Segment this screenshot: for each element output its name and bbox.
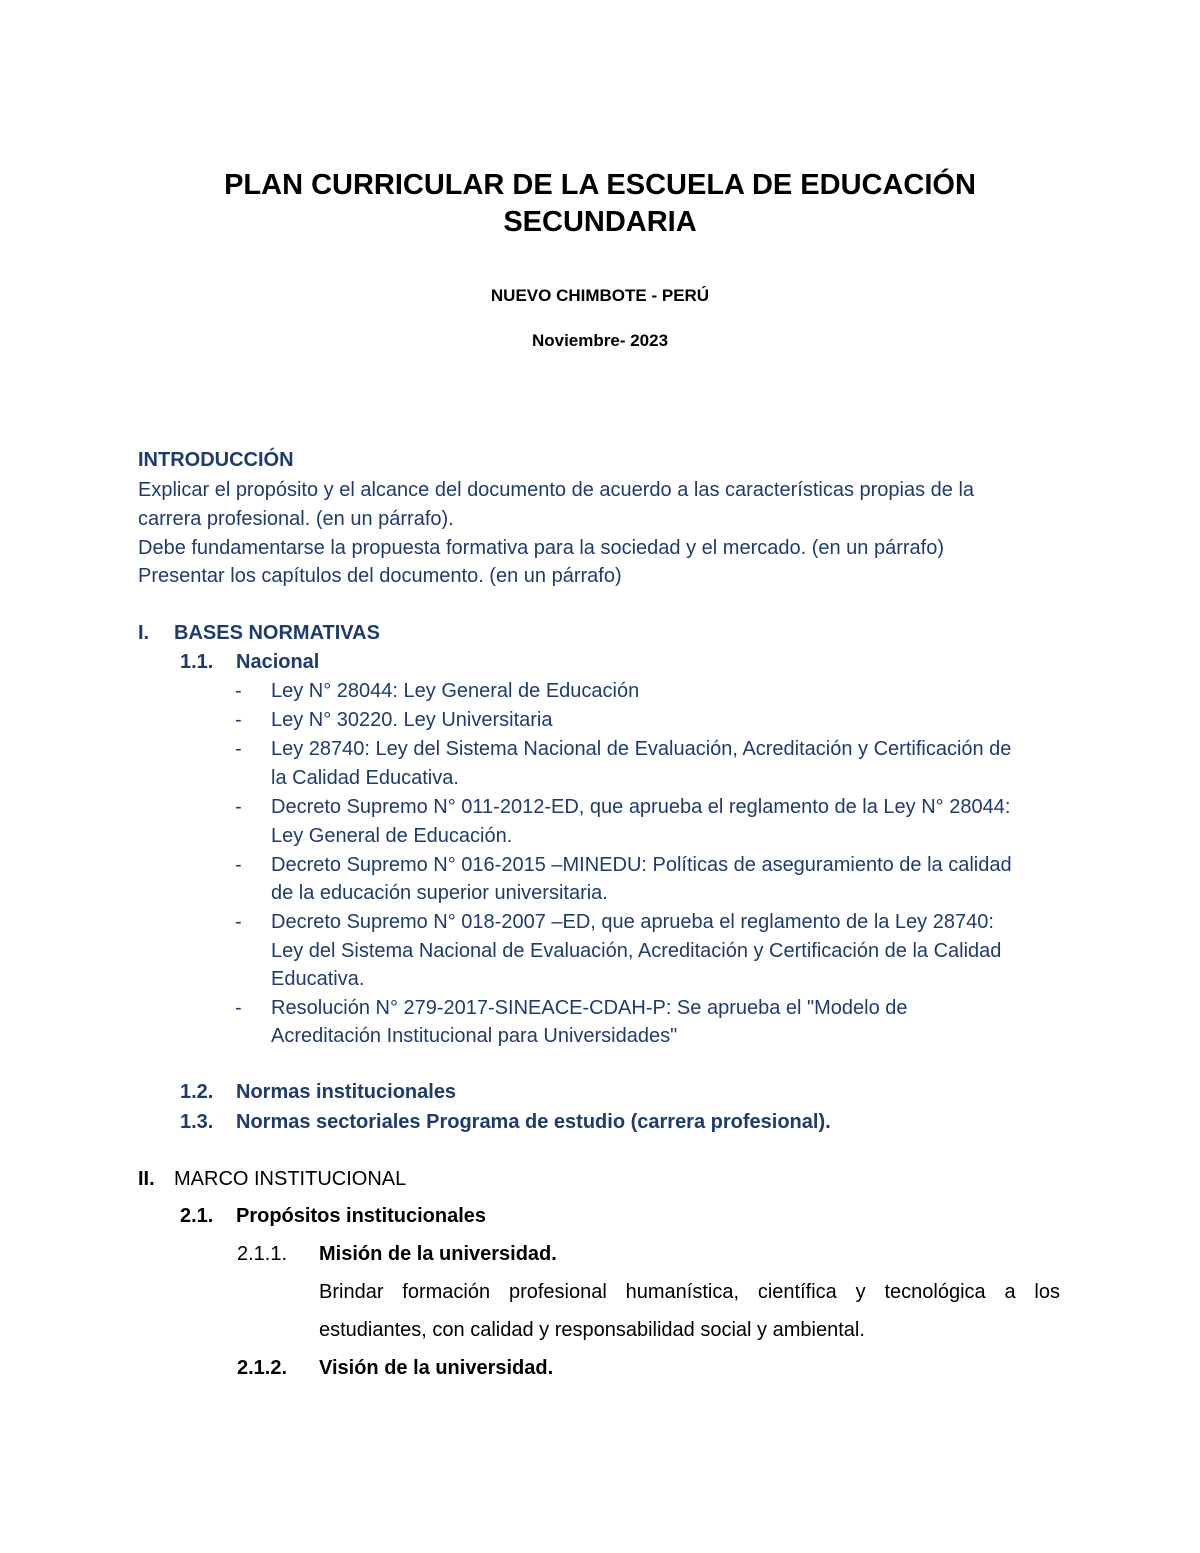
item-title: Misión de la universidad. bbox=[319, 1243, 557, 1265]
section-title: MARCO INSTITUCIONAL bbox=[174, 1168, 407, 1190]
bullet-4-line-1: Decreto Supremo N° 011-2012-ED, que aprueba el reglamento de la Ley N° 28044: bbox=[271, 796, 1011, 818]
subsection-title: Normas institucionales bbox=[236, 1081, 457, 1103]
bullet-dash: - bbox=[235, 911, 242, 933]
bullet-5-line-1: Decreto Supremo N° 016-2015 –MINEDU: Políticas de aseguramiento de la calidad bbox=[271, 854, 1012, 876]
subsection-title: Nacional bbox=[236, 651, 320, 673]
bullet-6-line-2: Ley del Sistema Nacional de Evaluación, Acreditación y Certificación de la Calidad bbox=[271, 940, 1002, 962]
section-1-heading bbox=[138, 622, 380, 645]
bullet-dash: - bbox=[235, 738, 242, 760]
subsection-1-3-heading bbox=[180, 1111, 831, 1134]
introduction-line-1: Explicar el propósito y el alcance del documento de acuerdo a las características propias de la bbox=[138, 479, 975, 501]
section-2-heading bbox=[138, 1168, 406, 1191]
introduction-heading: INTRODUCCIÓN bbox=[138, 449, 294, 471]
item-2-1-1-heading bbox=[237, 1243, 557, 1266]
subsection-number: 2.1. bbox=[180, 1205, 214, 1227]
bullet-6-line-3: Educativa. bbox=[271, 968, 365, 990]
bullet-dash: - bbox=[235, 854, 242, 876]
subsection-1-1-heading bbox=[180, 651, 319, 674]
document-location: NUEVO CHIMBOTE - PERÚ bbox=[490, 286, 710, 305]
bullet-7-line-1: Resolución N° 279-2017-SINEACE-CDAH-P: Se aprueba el "Modelo de bbox=[271, 997, 908, 1019]
bullet-1-line-1: Ley N° 28044: Ley General de Educación bbox=[271, 680, 640, 702]
subsection-2-1-heading bbox=[180, 1205, 486, 1228]
section-title: BASES NORMATIVAS bbox=[174, 622, 380, 644]
bullet-dash: - bbox=[235, 709, 242, 731]
introduction-line-3: Debe fundamentarse la propuesta formativa para la sociedad y el mercado. (en un párrafo) bbox=[138, 537, 945, 559]
subsection-number: 1.3. bbox=[180, 1111, 214, 1133]
document-title-line-2: SECUNDARIA bbox=[503, 206, 697, 238]
introduction-line-4: Presentar los capítulos del documento. (en un párrafo) bbox=[138, 565, 622, 587]
bullet-7-line-2: Acreditación Institucional para Universidades" bbox=[271, 1025, 678, 1047]
subsection-number: 1.2. bbox=[180, 1081, 214, 1103]
subsection-title: Propósitos institucionales bbox=[236, 1205, 487, 1227]
bullet-5-line-2: de la educación superior universitaria. bbox=[271, 882, 608, 904]
document-title-line-1: PLAN CURRICULAR DE LA ESCUELA DE EDUCACIÓN bbox=[224, 169, 976, 201]
introduction-line-2: carrera profesional. (en un párrafo). bbox=[138, 508, 454, 530]
bullet-2-line-1: Ley N° 30220. Ley Universitaria bbox=[271, 709, 553, 731]
item-number: 2.1.1. bbox=[237, 1243, 288, 1265]
item-number: 2.1.2. bbox=[237, 1357, 288, 1379]
mission-text-line-1: Brindar formación profesional humanística, científica y tecnológica a los bbox=[319, 1281, 1060, 1303]
subsection-title: Normas sectoriales Programa de estudio (carrera profesional). bbox=[236, 1111, 831, 1133]
mission-text-line-2: estudiantes, con calidad y responsabilidad social y ambiental. bbox=[319, 1319, 865, 1341]
bullet-dash: - bbox=[235, 997, 242, 1019]
document-date: Noviembre- 2023 bbox=[531, 331, 669, 350]
bullet-4-line-2: Ley General de Educación. bbox=[271, 825, 513, 847]
bullet-3-line-1: Ley 28740: Ley del Sistema Nacional de Evaluación, Acreditación y Certificación de bbox=[271, 738, 1012, 760]
item-2-1-2-heading bbox=[237, 1357, 553, 1380]
subsection-1-2-heading bbox=[180, 1081, 456, 1104]
bullet-dash: - bbox=[235, 796, 242, 818]
section-number: II. bbox=[138, 1168, 155, 1190]
section-number: I. bbox=[138, 622, 150, 644]
bullet-6-line-1: Decreto Supremo N° 018-2007 –ED, que aprueba el reglamento de la Ley 28740: bbox=[271, 911, 994, 933]
subsection-number: 1.1. bbox=[180, 651, 214, 673]
item-title: Visión de la universidad. bbox=[319, 1357, 554, 1379]
bullet-dash: - bbox=[235, 680, 242, 702]
bullet-3-line-2: la Calidad Educativa. bbox=[271, 767, 459, 789]
